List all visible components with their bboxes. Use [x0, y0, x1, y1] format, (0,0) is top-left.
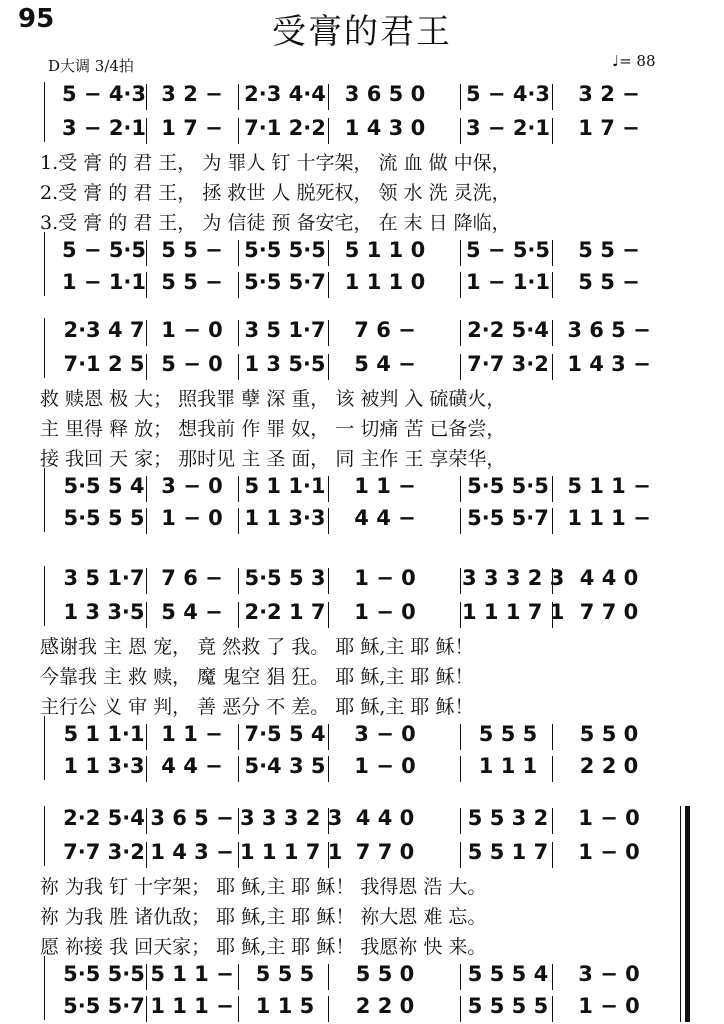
- measure-notes: 1 − 0: [578, 840, 640, 864]
- measure-notes: 5 − 4·3: [465, 82, 551, 106]
- measure-notes: 1 3 3·5: [63, 600, 145, 624]
- measure-notes: 5 5 −: [161, 238, 223, 262]
- bass2-row: [0, 270, 724, 298]
- bar-line: [328, 568, 329, 594]
- final-bar-thin: [680, 806, 681, 1022]
- bar-line: [146, 842, 147, 868]
- bar-line: [238, 84, 239, 110]
- bar-line: [552, 84, 553, 110]
- melody1-row: [0, 566, 724, 594]
- measure-notes: 1 1 3·3: [63, 754, 145, 778]
- lyric-line: 祢 为我 钉 十字架； 耶 稣,主 耶 稣！ 我得恩 浩 大。: [40, 876, 487, 898]
- bass2-row: [0, 994, 724, 1022]
- measure-notes: 5 − 5·5: [61, 238, 147, 262]
- bar-line: [552, 756, 553, 782]
- bar-line: [146, 272, 147, 298]
- measure-notes: 5 5 5 4: [467, 962, 549, 986]
- measure-notes: 7·5 5 4: [244, 722, 326, 746]
- lyric-line: 主 里得 释 放； 想我前 作 罪 奴， 一 切痛 苦 已备尝，: [40, 418, 506, 440]
- bar-line: [328, 996, 329, 1022]
- bar-line: [552, 272, 553, 298]
- measure-notes: 4 4 −: [161, 754, 223, 778]
- bar-line: [328, 842, 329, 868]
- bar-line: [552, 996, 553, 1022]
- bar-line: [238, 568, 239, 594]
- measure-notes: 1 1 5: [255, 994, 315, 1018]
- melody1-row: [0, 318, 724, 346]
- measure-notes: 7·1 2 5: [63, 352, 145, 376]
- lyric-line: 3.受 膏 的 君 王， 为 信徒 预 备安宅， 在 末 日 降临，: [40, 212, 511, 234]
- measure-notes: 5 4 −: [354, 352, 416, 376]
- bar-line: [238, 842, 239, 868]
- measure-notes: 7·7 3·2: [467, 352, 549, 376]
- lyric-line: 今靠我 主 救 赎， 魔 鬼空 猖 狂。 耶 稣,主 耶 稣！: [40, 666, 474, 688]
- measure-notes: 1 − 0: [161, 506, 223, 530]
- measure-notes: 5·5 5 4: [63, 474, 145, 498]
- bar-line: [552, 842, 553, 868]
- bar-line: [460, 240, 461, 266]
- measure-notes: 1 4 3 0: [344, 116, 426, 140]
- bar-line: [238, 118, 239, 144]
- bar-line: [146, 476, 147, 502]
- measure-notes: 1 1 1: [478, 754, 538, 778]
- measure-notes: 1 − 0: [354, 754, 416, 778]
- measure-notes: 3 − 0: [161, 474, 223, 498]
- measure-notes: 2 2 0: [355, 994, 415, 1018]
- measure-notes: 5 5 0: [579, 722, 639, 746]
- bar-line: [460, 842, 461, 868]
- bar-line: [460, 568, 461, 594]
- bar-line: [460, 996, 461, 1022]
- measure-notes: 5 5 3 2: [467, 806, 549, 830]
- measure-notes: 5 5 −: [578, 270, 640, 294]
- measure-notes: 1 7 −: [161, 116, 223, 140]
- bass2-row: [0, 506, 724, 534]
- measure-notes: 5 1 1 0: [344, 238, 426, 262]
- measure-notes: 1 3 5·5: [244, 352, 326, 376]
- bar-line: [552, 508, 553, 534]
- measure-notes: 7·7 3·2: [63, 840, 145, 864]
- measure-notes: 1 1 1 −: [567, 506, 651, 530]
- measure-notes: 1 − 0: [578, 994, 640, 1018]
- bar-line: [328, 808, 329, 834]
- bar-line: [460, 476, 461, 502]
- measure-notes: 3 5 1·7: [244, 318, 326, 342]
- bar-line: [238, 964, 239, 990]
- measure-notes: 5·4 3 5: [244, 754, 326, 778]
- melody2-row: [0, 116, 724, 144]
- bass2-row: [0, 754, 724, 782]
- bar-line: [552, 808, 553, 834]
- measure-notes: 3 6 5 0: [344, 82, 426, 106]
- measure-notes: 3 − 2·1: [465, 116, 551, 140]
- measure-notes: 3 6 5 −: [150, 806, 234, 830]
- bar-line: [238, 272, 239, 298]
- bar-line: [460, 602, 461, 628]
- measure-notes: 3 6 5 −: [567, 318, 651, 342]
- measure-notes: 2·2 5·4: [63, 806, 145, 830]
- bar-line: [460, 724, 461, 750]
- measure-notes: 1 4 3 −: [150, 840, 234, 864]
- bass1-row: [0, 474, 724, 502]
- lyric-line: 感谢我 主 恩 宠， 竟 然救 了 我。 耶 稣,主 耶 稣！: [40, 636, 474, 658]
- bar-line: [552, 240, 553, 266]
- melody2-row: [0, 352, 724, 380]
- bar-line: [328, 602, 329, 628]
- bar-line: [460, 354, 461, 380]
- measure-notes: 1 1 1 −: [150, 994, 234, 1018]
- bar-line: [328, 476, 329, 502]
- melody2-row: [0, 600, 724, 628]
- measure-notes: 5 − 0: [161, 352, 223, 376]
- bar-line: [328, 118, 329, 144]
- measure-notes: 3 − 0: [354, 722, 416, 746]
- measure-notes: 5·5 5·7: [63, 994, 145, 1018]
- measure-notes: 5 5 5 5: [467, 994, 549, 1018]
- measure-notes: 5 5 −: [161, 270, 223, 294]
- measure-notes: 5 5 1 7: [467, 840, 549, 864]
- bar-line: [460, 964, 461, 990]
- measure-notes: 5·5 5·5: [244, 238, 326, 262]
- bar-line: [328, 240, 329, 266]
- bar-line: [552, 964, 553, 990]
- bar-line: [552, 320, 553, 346]
- bar-line: [146, 602, 147, 628]
- bar-line: [460, 320, 461, 346]
- measure-notes: 5 − 5·5: [465, 238, 551, 262]
- measure-notes: 2·3 4·4: [244, 82, 326, 106]
- measure-notes: 5 1 1·1: [244, 474, 326, 498]
- bar-line: [238, 756, 239, 782]
- bar-line: [552, 118, 553, 144]
- lyric-line: 接 我回 天 家； 那时见 主 圣 面， 同 主作 王 享荣华，: [40, 448, 506, 470]
- measure-notes: 5·5 5·7: [244, 270, 326, 294]
- measure-notes: 5 5 5: [478, 722, 538, 746]
- bar-line: [238, 320, 239, 346]
- bar-line: [238, 602, 239, 628]
- measure-notes: 5·5 5 5: [63, 506, 145, 530]
- measure-notes: 4 4 −: [354, 506, 416, 530]
- lyric-line: 祢 为我 胜 诸仇敌； 耶 稣,主 耶 稣！ 祢大恩 难 忘。: [40, 906, 487, 928]
- bass1-row: [0, 722, 724, 750]
- bar-line: [328, 724, 329, 750]
- measure-notes: 3 5 1·7: [63, 566, 145, 590]
- bar-line: [328, 964, 329, 990]
- measure-notes: 5·5 5·5: [467, 474, 549, 498]
- melody1-row: [0, 806, 724, 834]
- bass1-row: [0, 238, 724, 266]
- measure-notes: 5·5 5·5: [63, 962, 145, 986]
- measure-notes: 1 − 0: [578, 806, 640, 830]
- bar-line: [146, 964, 147, 990]
- measure-notes: 1 − 0: [354, 600, 416, 624]
- measure-notes: 5·5 5 3: [244, 566, 326, 590]
- bar-line: [552, 568, 553, 594]
- lyric-line: 主行公 义 审 判， 善 恶分 不 差。 耶 稣,主 耶 稣！: [40, 696, 474, 718]
- measure-notes: 2·2 1 7: [244, 600, 326, 624]
- bar-line: [460, 756, 461, 782]
- bar-line: [146, 756, 147, 782]
- bar-line: [552, 724, 553, 750]
- bar-line: [460, 508, 461, 534]
- lyric-line: 2.受 膏 的 君 王， 拯 救世 人 脱死权， 领 水 洗 灵洗，: [40, 182, 511, 204]
- bar-line: [552, 476, 553, 502]
- measure-notes: 1 − 0: [161, 318, 223, 342]
- measure-notes: 4 4 0: [355, 806, 415, 830]
- measure-notes: 1 1 1 7 1: [462, 600, 565, 624]
- measure-notes: 5 4 −: [161, 600, 223, 624]
- measure-notes: 7 6 −: [161, 566, 223, 590]
- bar-line: [460, 272, 461, 298]
- melody1-row: [0, 82, 724, 110]
- measure-notes: 3 3 3 2 3: [240, 806, 343, 830]
- bar-line: [328, 508, 329, 534]
- key-signature: D大调 3/4拍: [48, 57, 134, 75]
- measure-notes: 3 2 −: [161, 82, 223, 106]
- bar-line: [238, 240, 239, 266]
- bar-line: [460, 808, 461, 834]
- measure-notes: 4 4 0: [579, 566, 639, 590]
- measure-notes: 2·3 4 7: [63, 318, 145, 342]
- bar-line: [328, 320, 329, 346]
- melody2-row: [0, 840, 724, 868]
- bar-line: [146, 568, 147, 594]
- measure-notes: 7 6 −: [354, 318, 416, 342]
- measure-notes: 3 3 3 2 3: [462, 566, 565, 590]
- bar-line: [238, 476, 239, 502]
- hymn-title: 受膏的君王: [272, 12, 452, 52]
- measure-notes: 5 1 1 −: [150, 962, 234, 986]
- bar-line: [146, 320, 147, 346]
- bar-line: [238, 996, 239, 1022]
- bar-line: [328, 84, 329, 110]
- bar-line: [146, 508, 147, 534]
- measure-notes: 1 4 3 −: [567, 352, 651, 376]
- bar-line: [328, 354, 329, 380]
- bar-line: [238, 808, 239, 834]
- measure-notes: 1 − 1·1: [465, 270, 551, 294]
- bar-line: [238, 724, 239, 750]
- lyric-line: 1.受 膏 的 君 王， 为 罪人 钉 十字架， 流 血 做 中保，: [40, 152, 511, 174]
- measure-notes: 7·1 2·2: [244, 116, 326, 140]
- measure-notes: 1 − 0: [354, 566, 416, 590]
- final-bar-thick: [685, 806, 690, 1022]
- measure-notes: 1 1 −: [354, 474, 416, 498]
- measure-notes: 3 − 0: [578, 962, 640, 986]
- bar-line: [238, 354, 239, 380]
- measure-notes: 1 − 1·1: [61, 270, 147, 294]
- measure-notes: 5 5 −: [578, 238, 640, 262]
- bar-line: [146, 808, 147, 834]
- tempo-marking: ♩= 88: [612, 52, 656, 70]
- bar-line: [328, 272, 329, 298]
- bar-line: [552, 602, 553, 628]
- measure-notes: 2 2 0: [579, 754, 639, 778]
- measure-notes: 1 7 −: [578, 116, 640, 140]
- measure-notes: 5 5 5: [255, 962, 315, 986]
- measure-notes: 5 5 0: [355, 962, 415, 986]
- measure-notes: 1 1 −: [161, 722, 223, 746]
- bar-line: [460, 84, 461, 110]
- bar-line: [238, 508, 239, 534]
- lyric-line: 救 赎恩 极 大； 照我罪 孽 深 重， 该 被判 入 硫磺火，: [40, 388, 506, 410]
- measure-notes: 5 1 1 −: [567, 474, 651, 498]
- measure-notes: 5 − 4·3: [61, 82, 147, 106]
- bass1-row: [0, 962, 724, 990]
- measure-notes: 1 1 1 0: [344, 270, 426, 294]
- measure-notes: 1 1 1 7 1: [240, 840, 343, 864]
- bar-line: [552, 354, 553, 380]
- bar-line: [146, 240, 147, 266]
- measure-notes: 5 1 1·1: [63, 722, 145, 746]
- measure-notes: 7 7 0: [579, 600, 639, 624]
- bar-line: [146, 724, 147, 750]
- lyric-line: 愿 祢接 我 回天家； 耶 稣,主 耶 稣！ 我愿祢 快 来。: [40, 936, 487, 958]
- bar-line: [146, 354, 147, 380]
- bar-line: [146, 84, 147, 110]
- measure-notes: 3 2 −: [578, 82, 640, 106]
- bar-line: [460, 118, 461, 144]
- bar-line: [146, 996, 147, 1022]
- measure-notes: 2·2 5·4: [467, 318, 549, 342]
- measure-notes: 1 1 3·3: [244, 506, 326, 530]
- measure-notes: 5·5 5·7: [467, 506, 549, 530]
- bar-line: [328, 756, 329, 782]
- bar-line: [146, 118, 147, 144]
- measure-notes: 3 − 2·1: [61, 116, 147, 140]
- hymn-number: 95: [18, 4, 55, 34]
- measure-notes: 7 7 0: [355, 840, 415, 864]
